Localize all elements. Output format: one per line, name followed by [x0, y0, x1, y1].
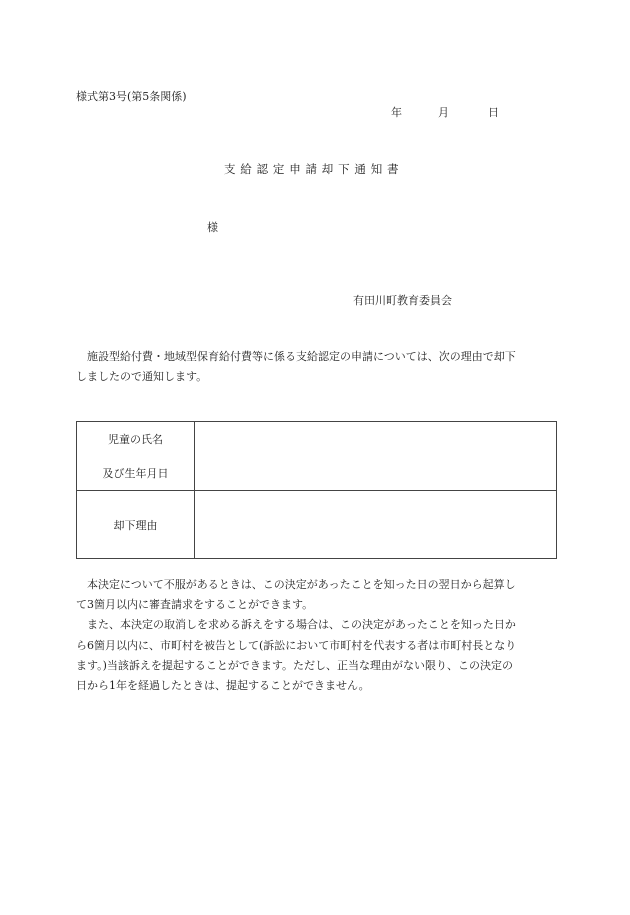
- appeal-info: [76, 575, 560, 696]
- rejection-reason-label: 却下理由: [77, 491, 195, 559]
- appeal-line: また、本決定の取消しを求める訴えをする場合は、この決定があったことを知った日か: [76, 618, 516, 632]
- info-table: [76, 421, 557, 559]
- appeal-line: ます。)当該訴えを提起することができます。ただし、正当な理由がない限り、この決定の: [76, 658, 514, 672]
- child-info-label-cell: [77, 422, 195, 491]
- appeal-line: 日から1年を経過したときは、提起することができません。: [76, 679, 370, 693]
- child-info-row: [77, 422, 557, 491]
- issuer-name: 有田川町教育委員会: [353, 294, 452, 307]
- child-name-label: 児童の氏名: [108, 433, 163, 446]
- appeal-line: ら6箇月以内に、市町村を被告として(訴訟において市町村を代表する者は市町村長となり: [76, 638, 517, 652]
- child-info-value-cell: [195, 422, 557, 491]
- date-month-label: 月: [438, 106, 449, 119]
- date-line: [391, 104, 499, 120]
- form-number: 様式第3号(第5条関係): [76, 90, 187, 103]
- notice-line: 施設型給付費・地域型保育給付費等に係る支給認定の申請については、次の理由で却下: [76, 350, 516, 363]
- date-year-label: 年: [391, 106, 402, 119]
- date-day-label: 日: [488, 106, 499, 119]
- rejection-reason-row: [77, 491, 557, 559]
- child-birthdate-label: 及び生年月日: [102, 467, 169, 480]
- appeal-line: て3箇月以内に審査請求をすることができます。: [76, 598, 314, 612]
- rejection-reason-value-cell: [195, 491, 557, 559]
- notice-line: しましたので通知します。: [76, 370, 208, 383]
- document-title: 支給認定申請却下通知書: [224, 162, 404, 176]
- recipient-honorific: 様: [207, 221, 218, 234]
- appeal-line: 本決定について不服があるときは、この決定があったことを知った日の翌日から起算し: [76, 578, 516, 591]
- notice-body: [76, 347, 560, 387]
